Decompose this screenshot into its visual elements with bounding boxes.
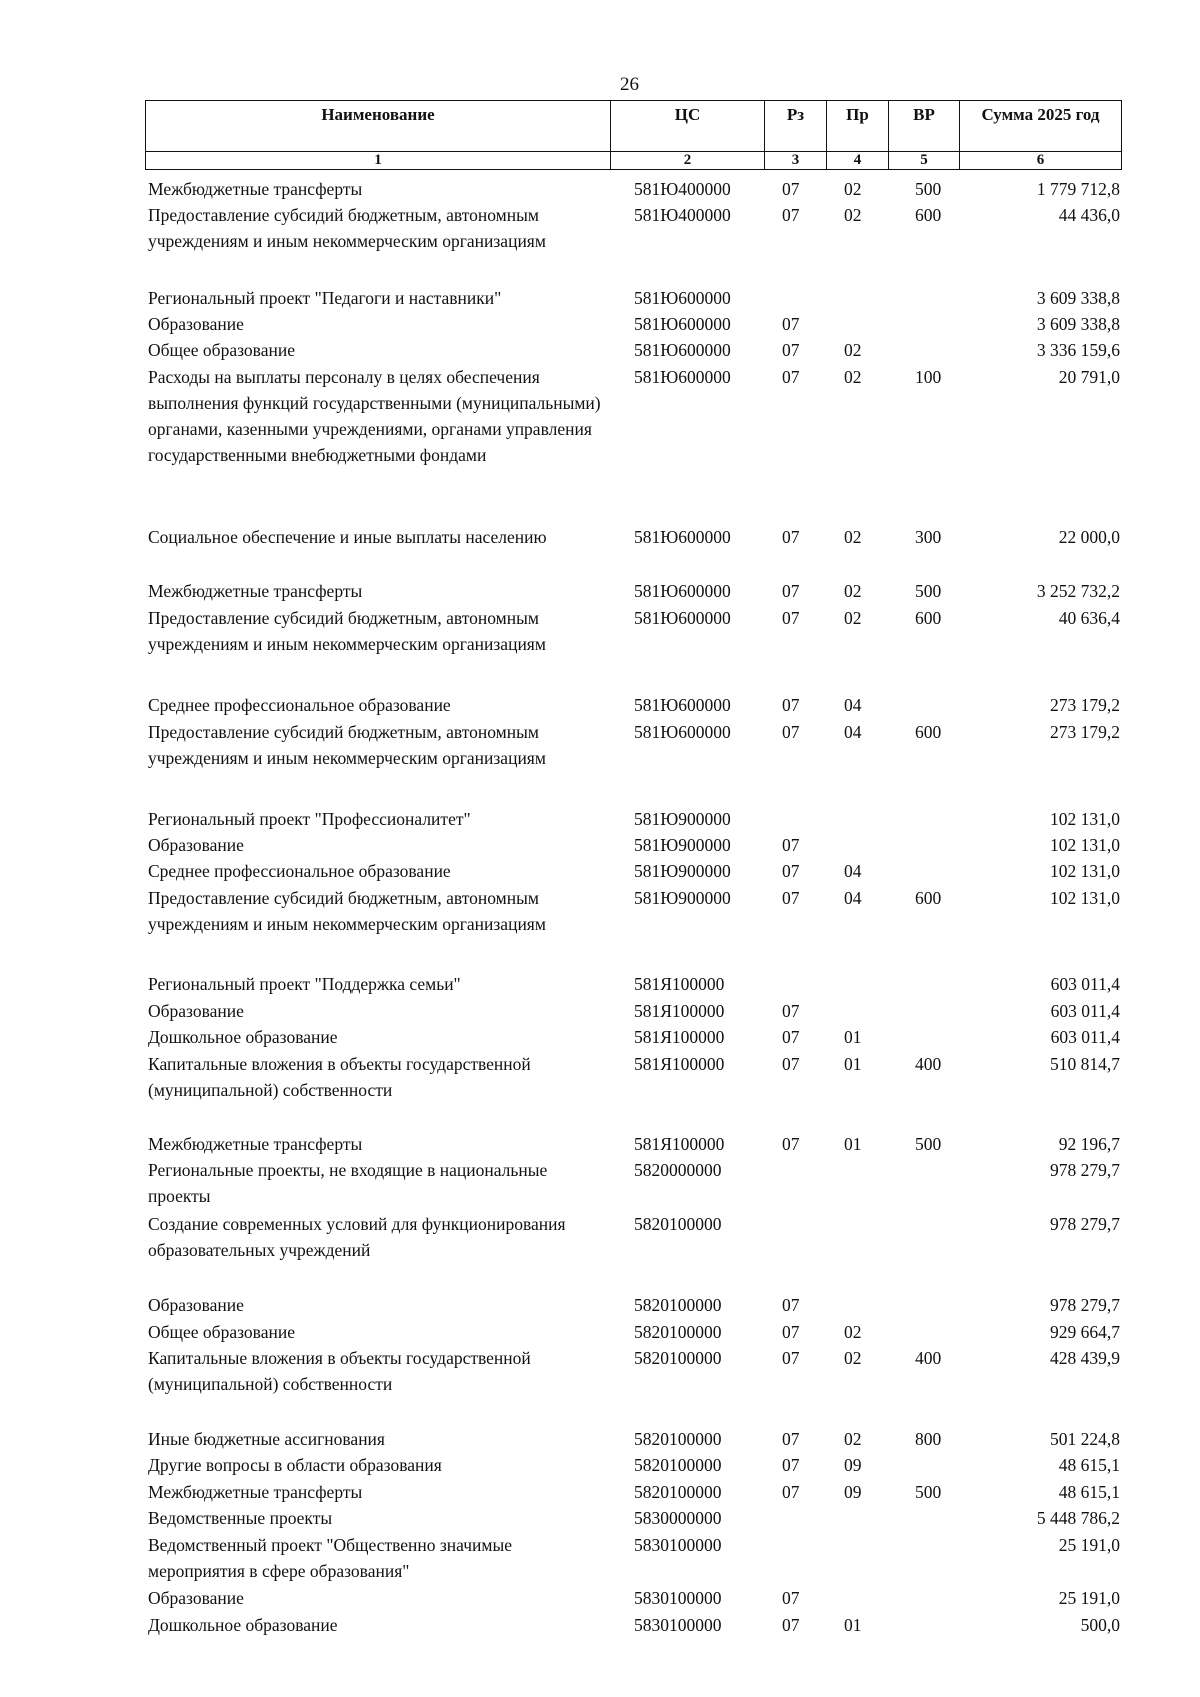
row-pr: 04 [844,861,862,881]
row-cs: 581Ю600000 [634,340,731,360]
row-cs: 5820100000 [634,1429,722,1449]
row-name: Капитальные вложения в объекты государственной (муниципальной) собственности [148,1348,531,1394]
row-pr: 04 [844,695,862,715]
row-name: Образование [148,1001,244,1021]
row-pr: 02 [844,581,862,601]
row-rz: 07 [782,888,800,908]
row-sum: 1 779 712,8 [1036,179,1120,199]
row-rz: 07 [782,1615,800,1635]
row-cs: 5820100000 [634,1455,722,1475]
row-vr: 800 [915,1429,942,1449]
row-sum: 978 279,7 [1050,1160,1120,1180]
row-rz: 07 [782,1455,800,1475]
row-sum: 25 191,0 [1058,1535,1120,1555]
row-name: Среднее профессиональное образование [148,695,451,715]
row-sum: 102 131,0 [1050,835,1120,855]
row-cs: 581Ю600000 [634,314,731,334]
row-cs: 581Ю600000 [634,527,731,547]
row-vr: 100 [915,367,942,387]
row-pr: 09 [844,1455,862,1475]
row-name: Межбюджетные трансферты [148,1482,363,1502]
page-number: 26 [620,74,639,95]
row-name: Предоставление субсидий бюджетным, автономным учреждениям и иным некоммерческим организациям [148,888,546,934]
row-sum: 273 179,2 [1050,695,1120,715]
row-cs: 581Ю600000 [634,695,731,715]
row-vr: 300 [915,527,942,547]
row-cs: 581Ю600000 [634,608,731,628]
row-sum: 428 439,9 [1050,1348,1120,1368]
row-pr: 04 [844,888,862,908]
row-name: Общее образование [148,340,295,360]
header-pr: Пр [827,101,889,152]
row-pr: 01 [844,1615,862,1635]
row-name: Межбюджетные трансферты [148,581,363,601]
row-sum: 3 609 338,8 [1036,314,1120,334]
row-sum: 510 814,7 [1050,1054,1120,1074]
row-sum: 48 615,1 [1058,1482,1120,1502]
row-sum: 44 436,0 [1058,205,1120,225]
row-cs: 5830100000 [634,1615,722,1635]
row-rz: 07 [782,1295,800,1315]
row-pr: 01 [844,1134,862,1154]
row-pr: 02 [844,1322,862,1342]
row-name: Дошкольное образование [148,1027,338,1047]
row-name: Предоставление субсидий бюджетным, автономным учреждениям и иным некоммерческим организациям [148,205,546,251]
row-rz: 07 [782,205,800,225]
row-vr: 600 [915,608,942,628]
row-name: Общее образование [148,1322,295,1342]
row-cs: 5820100000 [634,1295,722,1315]
row-rz: 07 [782,1134,800,1154]
row-cs: 5820100000 [634,1348,722,1368]
row-name: Расходы на выплаты персоналу в целях обеспечения выполнения функций государственными (муниципальными) органами, казенными учреждениями, органами управления государственными внебюджетными фондами [148,367,601,465]
row-rz: 07 [782,1054,800,1074]
header-name: Наименование [146,101,611,152]
row-sum: 273 179,2 [1050,722,1120,742]
row-name: Предоставление субсидий бюджетным, автономным учреждениям и иным некоммерческим организациям [148,608,546,654]
row-rz: 07 [782,1429,800,1449]
row-sum: 5 448 786,2 [1036,1508,1120,1528]
row-cs: 5830000000 [634,1508,722,1528]
row-vr: 600 [915,205,942,225]
row-rz: 07 [782,581,800,601]
row-cs: 581Ю900000 [634,888,731,908]
row-sum: 40 636,4 [1058,608,1120,628]
row-cs: 581Ю600000 [634,722,731,742]
column-number: 4 [827,152,889,170]
row-rz: 07 [782,835,800,855]
column-number: 6 [960,152,1122,170]
row-cs: 581Ю600000 [634,288,731,308]
row-sum: 48 615,1 [1058,1455,1120,1475]
row-name: Иные бюджетные ассигнования [148,1429,385,1449]
row-name: Ведомственный проект "Общественно значимые мероприятия в сфере образования" [148,1535,512,1581]
row-cs: 5820100000 [634,1214,722,1234]
column-number: 3 [765,152,827,170]
row-sum: 978 279,7 [1050,1295,1120,1315]
row-sum: 102 131,0 [1050,888,1120,908]
row-sum: 102 131,0 [1050,861,1120,881]
row-cs: 581Я100000 [634,974,725,994]
row-name: Капитальные вложения в объекты государственной (муниципальной) собственности [148,1054,531,1100]
row-rz: 07 [782,608,800,628]
row-vr: 500 [915,179,942,199]
row-rz: 07 [782,1322,800,1342]
row-pr: 02 [844,205,862,225]
row-rz: 07 [782,695,800,715]
header-rz: Рз [765,101,827,152]
row-rz: 07 [782,527,800,547]
header-sum: Сумма 2025 год [960,101,1122,152]
row-name: Региональный проект "Поддержка семьи" [148,974,461,994]
row-sum: 500,0 [1080,1615,1120,1635]
row-sum: 501 224,8 [1050,1429,1120,1449]
row-cs: 5830100000 [634,1535,722,1555]
row-name: Среднее профессиональное образование [148,861,451,881]
row-name: Дошкольное образование [148,1615,338,1635]
row-sum: 929 664,7 [1050,1322,1120,1342]
row-cs: 581Ю900000 [634,835,731,855]
row-name: Образование [148,1295,244,1315]
row-sum: 3 336 159,6 [1036,340,1120,360]
row-rz: 07 [782,1482,800,1502]
row-cs: 581Ю600000 [634,581,731,601]
row-rz: 07 [782,1027,800,1047]
row-cs: 581Ю900000 [634,861,731,881]
row-sum: 3 252 732,2 [1036,581,1120,601]
row-name: Предоставление субсидий бюджетным, автономным учреждениям и иным некоммерческим организациям [148,722,546,768]
row-name: Региональные проекты, не входящие в национальные проекты [148,1160,548,1206]
row-vr: 500 [915,1482,942,1502]
row-cs: 5830100000 [634,1588,722,1608]
row-name: Образование [148,1588,244,1608]
row-pr: 02 [844,179,862,199]
row-name: Межбюджетные трансферты [148,179,363,199]
row-sum: 22 000,0 [1058,527,1120,547]
row-pr: 02 [844,340,862,360]
row-cs: 581Я100000 [634,1054,725,1074]
row-rz: 07 [782,1001,800,1021]
row-cs: 5820000000 [634,1160,722,1180]
row-cs: 5820100000 [634,1322,722,1342]
row-cs: 581Ю400000 [634,179,731,199]
row-name: Региональный проект "Педагоги и наставники" [148,288,502,308]
row-cs: 581Я100000 [634,1134,725,1154]
row-name: Региональный проект "Профессионалитет" [148,809,471,829]
column-number: 5 [889,152,960,170]
row-name: Создание современных условий для функционирования образовательных учреждений [148,1214,566,1260]
row-sum: 3 609 338,8 [1036,288,1120,308]
row-rz: 07 [782,340,800,360]
row-cs: 581Ю600000 [634,367,731,387]
row-pr: 02 [844,1348,862,1368]
row-sum: 603 011,4 [1050,1001,1120,1021]
column-number: 1 [146,152,611,170]
row-pr: 02 [844,367,862,387]
row-rz: 07 [782,1348,800,1368]
row-rz: 07 [782,367,800,387]
row-pr: 02 [844,608,862,628]
row-name: Социальное обеспечение и иные выплаты населению [148,527,547,547]
row-rz: 07 [782,722,800,742]
row-pr: 02 [844,527,862,547]
row-cs: 581Ю400000 [634,205,731,225]
row-name: Другие вопросы в области образования [148,1455,442,1475]
row-pr: 01 [844,1054,862,1074]
row-vr: 500 [915,1134,942,1154]
row-vr: 600 [915,888,942,908]
row-sum: 603 011,4 [1050,1027,1120,1047]
row-sum: 92 196,7 [1058,1134,1120,1154]
row-pr: 04 [844,722,862,742]
row-vr: 600 [915,722,942,742]
header-vr: ВР [889,101,960,152]
header-cs: ЦС [611,101,765,152]
row-sum: 978 279,7 [1050,1214,1120,1234]
column-number: 2 [611,152,765,170]
row-cs: 581Я100000 [634,1027,725,1047]
row-name: Образование [148,835,244,855]
row-name: Ведомственные проекты [148,1508,333,1528]
row-vr: 400 [915,1054,942,1074]
row-cs: 581Я100000 [634,1001,725,1021]
row-sum: 603 011,4 [1050,974,1120,994]
row-cs: 581Ю900000 [634,809,731,829]
row-name: Образование [148,314,244,334]
row-sum: 25 191,0 [1058,1588,1120,1608]
row-pr: 09 [844,1482,862,1502]
table-header [145,100,1122,170]
row-vr: 400 [915,1348,942,1368]
row-vr: 500 [915,581,942,601]
row-rz: 07 [782,1588,800,1608]
row-rz: 07 [782,314,800,334]
row-pr: 02 [844,1429,862,1449]
row-cs: 5820100000 [634,1482,722,1502]
row-sum: 20 791,0 [1058,367,1120,387]
row-sum: 102 131,0 [1050,809,1120,829]
row-rz: 07 [782,179,800,199]
row-name: Межбюджетные трансферты [148,1134,363,1154]
row-pr: 01 [844,1027,862,1047]
row-rz: 07 [782,861,800,881]
